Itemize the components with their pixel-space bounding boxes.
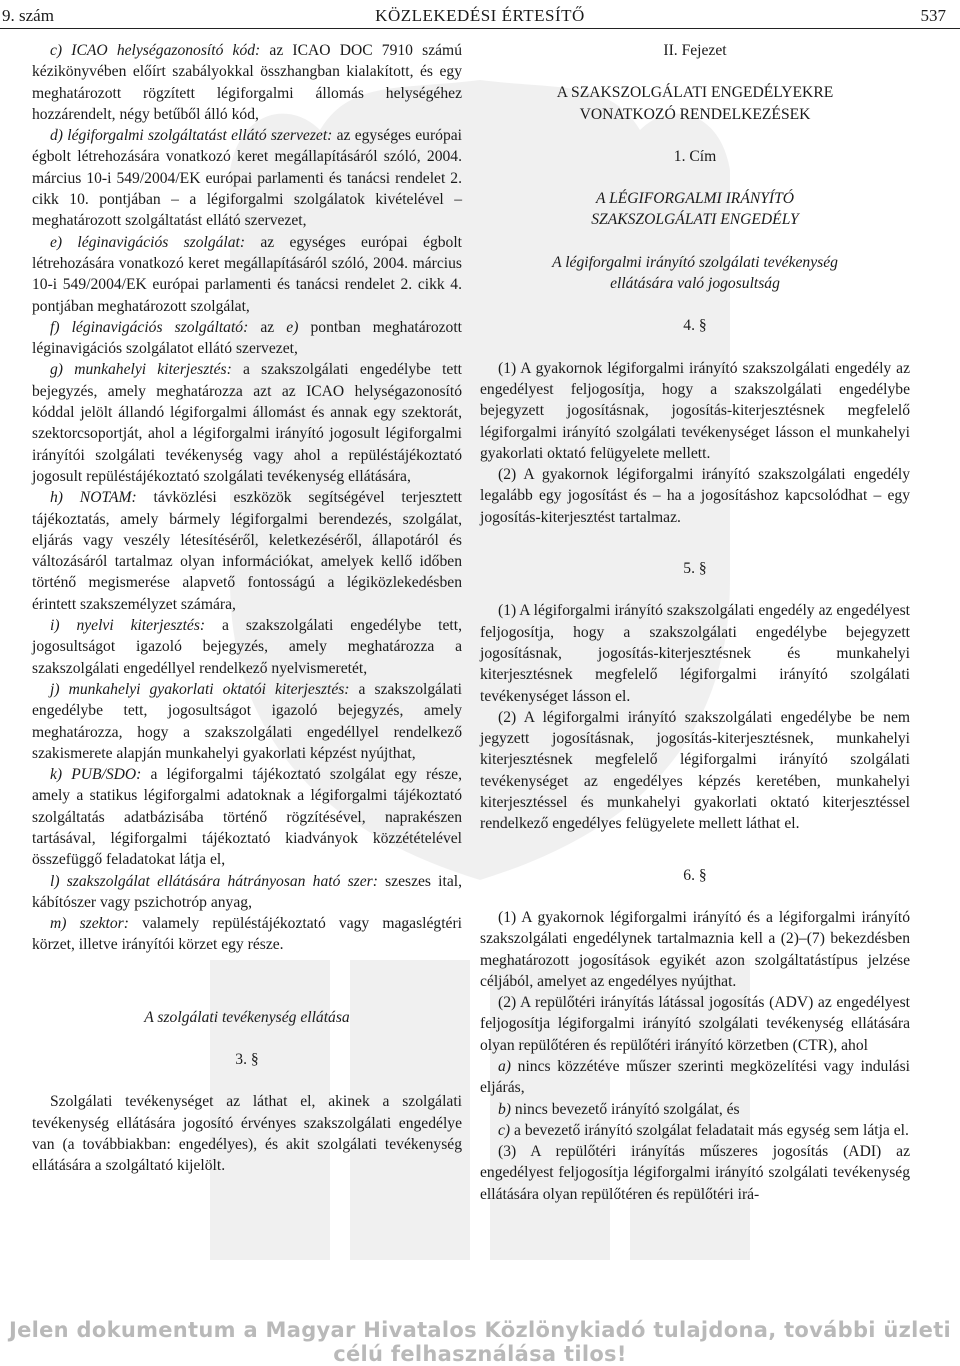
section-5-heading: 5. § bbox=[683, 560, 707, 578]
right-column bbox=[480, 40, 910, 1205]
section-6-paragraph-1: (1) A gyakornok légiforgalmi irányító és a légiforgalmi irányító szakszolgálati engedélynek tartalmaznia kell a (2)–(7) bekezdésben meghatározott jogosítások egyikét azon szolgáltatástípus jelzése céljából, amelyet az engedélyes nyújthat. bbox=[480, 908, 910, 990]
section-4-paragraph-1: (1) A gyakornok légiforgalmi irányító szakszolgálati engedély az engedélyest feljogosítja, hogy a szakszolgálati engedélybe bejegyzett jogosításnak, jogosítás-kiterjesztésnek megfelelő légiforgalmi irányító szolgálati tevékenységet lásson el munkahelyi gyakorlati oktató felügyelete mellett. bbox=[480, 359, 910, 462]
definition-g: g) munkahelyi kiterjesztés: a szakszolgálati engedélybe tett bejegyzés, amely meghatározza azt az ICAO helységazonosító kóddal jelölt állandó légiforgalmi állomást és annak egy szektorát, szektorcsoportját, ahol a légiforgalmi irányító jogosult légiforgalmi irányítói szolgálati tevékenység vagy ahol a repüléstájékoztató jogosult repüléstájékoztató szolgálati tevékenység ellátására, bbox=[32, 361, 462, 485]
subheading-line-1: A légiforgalmi irányító szolgálati tevékenység bbox=[552, 253, 838, 271]
definition-e: e) léginavigációs szolgálat: az egységes európai égbolt létrehozására vonatkozó keret megállapításáról szóló, 2004. március 10-i 549/2004/EK európai parlamenti és tanácsi rendelet 2. cikk 4. pontjában meghatározott szolgálat, bbox=[32, 233, 462, 315]
definition-c: c) ICAO helységazonosító kód: az ICAO DOC 7910 számú kézikönyvében előírt szabályokkal összhangban kialakított, és egy meghatározott rögzített légiforgalmi állomás helységéhez hozzárendelt, négy betűből álló kód, bbox=[32, 42, 462, 123]
section-3-heading: 3. § bbox=[235, 1051, 259, 1069]
definition-h: h) NOTAM: távközlési eszközök segítségével terjesztett tájékoztatás, amely bármely légiforgalmi berendezés, szolgálat, eljárás vagy veszély létesítéséről, keletkezéséről, állapotáról és változásáról tartalmaz olyan információkat, amelyek kellő időben történő megismerése alapvető fontosságú a légiközlekedésben érintett szakszemélyzet számára, bbox=[32, 489, 462, 613]
header-rule bbox=[0, 28, 960, 29]
section-5-paragraph-2: (2) A légiforgalmi irányító szakszolgálati engedélybe be nem jegyzett jogosításnak, jogosítás-kiterjesztésnek, munkahelyi kiterjesztésnek megfelelő légiforgalmi irányító szolgálati tevékenységet az engedélyes képzés keretében, munkahelyi kiterjesztéssel és munkahelyi gyakorlati oktató kiterjesztéssel rendelkező engedélyes felügyelete mellett láthat el. bbox=[480, 708, 910, 833]
journal-title: KÖZLEKEDÉSI ÉRTESÍTŐ bbox=[375, 6, 585, 25]
section-6-heading: 6. § bbox=[683, 866, 707, 884]
subtitle: A szolgálati tevékenység ellátása bbox=[144, 1008, 350, 1026]
section-6-item-c: c) a bevezető irányító szolgálat feladatait más egység sem látja el. bbox=[498, 1121, 909, 1139]
definition-i: i) nyelvi kiterjesztés: a szakszolgálati engedélybe tett, jogosultságot igazoló bejegyzés, amely meghatározza a szakszolgálati engedéllyel rendelkező nyelvismeretét, bbox=[32, 617, 462, 677]
section-6-paragraph-3: (3) A repülőtéri irányítás műszeres jogosítás (ADI) az engedélyest feljogosítja légiforgalmi irányító szolgálati tevékenység ellátására olyan repülőtéren és repülőtéri irá- bbox=[480, 1143, 910, 1203]
cim-title-line-1: A LÉGIFORGALMI IRÁNYÍTÓ bbox=[595, 190, 795, 208]
copyright-notice: Jelen dokumentum a Magyar Hivatalos Közlönykiadó tulajdona, további üzleti célú felhasználása tilos! bbox=[8, 1318, 952, 1366]
section-5-paragraph-1: (1) A légiforgalmi irányító szakszolgálati engedély az engedélyest feljogosítja, hogy a szakszolgálati engedélybe bejegyzett jogosításnak, jogosítás-kiterjesztésnek és munkahelyi kiterjesztésnek megfelelő légiforgalmi irányító szolgálati tevékenységet lásson el. bbox=[480, 602, 910, 705]
issue-number: 9. szám bbox=[2, 6, 54, 25]
section-6-item-b: b) nincs bevezető irányító szolgálat, és bbox=[498, 1100, 740, 1118]
subheading-line-2: ellátására való jogosultság bbox=[610, 275, 780, 293]
chapter-title-line-2: VONATKOZÓ RENDELKEZÉSEK bbox=[579, 105, 811, 123]
cim-title-line-2: SZAKSZOLGÁLATI ENGEDÉLY bbox=[591, 211, 799, 229]
page-number: 537 bbox=[920, 6, 946, 25]
definition-f: f) léginavigációs szolgáltató: az e) pontban meghatározott léginavigációs szolgálatot ellátó szervezet, bbox=[32, 318, 462, 358]
chapter-title-line-1: A SZAKSZOLGÁLATI ENGEDÉLYEKRE bbox=[556, 84, 834, 102]
section-3-text: Szolgálati tevékenységet az láthat el, akinek a szolgálati tevékenység ellátására jogosító érvényes szakszolgálati engedélye van (a továbbiakban: engedélyes), és akit szolgálati tevékenység ellátására a szolgáltató kijelölt. bbox=[32, 1093, 462, 1175]
definition-j: j) munkahelyi gyakorlati oktatói kiterjesztés: a szakszolgálati engedélybe tett, jogosultságot igazoló bejegyzés, amely meghatározza, hogy a szakszolgálati engedéllyel rendelkező szakismerete alapján munkahelyi gyakorlati képzést nyújthat, bbox=[32, 680, 462, 762]
definition-l: l) szakszolgálat ellátására hátrányosan ható szer: szeszes ital, kábítószer vagy pszichotróp anyag, bbox=[32, 872, 462, 911]
definition-m: m) szektor: valamely repüléstájékoztató vagy magaslégtéri körzet, illetve irányítói körzet egy része. bbox=[32, 915, 462, 954]
definition-k: k) PUB/SDO: a légiforgalmi tájékoztató szolgálat egy része, amely a statikus légiforgalmi adatoknak a légiforgalmi tájékoztató szolgáltatás adatbázisába történő rögzítésével, naprakészen tartásával, légiforgalmi tájékoztató kiadványok közzétételével összefüggő feladatokat látja el, bbox=[32, 766, 462, 869]
definition-d: d) légiforgalmi szolgáltatást ellátó szervezet: az egységes európai égbolt létrehozására vonatkozó keret megállapításáról szóló, 2004. március 10-i 549/2004/EK európai parlamenti és tanácsi rendelet 2. cikk 10. pontjában – a légiforgalmi szolgálatok kivételével – meghatározott szolgáltatást ellátó szervezet, bbox=[32, 127, 462, 230]
section-6-item-a: a) nincs közzétéve műszer szerinti megközelítési vagy indulási eljárás, bbox=[480, 1057, 910, 1097]
running-header bbox=[0, 4, 960, 28]
left-column bbox=[32, 40, 462, 1177]
section-4-paragraph-2: (2) A gyakornok légiforgalmi irányító szakszolgálati engedély legalább egy jogosítást és – ha a jogosításhoz kapcsolódhat – egy jogosítás-kiterjesztést tartalmaz. bbox=[480, 466, 910, 526]
chapter-heading: II. Fejezet bbox=[663, 42, 727, 59]
section-4-heading: 4. § bbox=[683, 317, 707, 335]
section-6-paragraph-2: (2) A repülőtéri irányítás látással jogosítás (ADV) az engedélyest feljogosítja légiforgalmi irányító szolgálati tevékenység ellátására olyan repülőtéren és repülőtéri irányító körzetben (CTR), ahol bbox=[480, 994, 910, 1054]
cim-heading: 1. Cím bbox=[673, 147, 717, 165]
